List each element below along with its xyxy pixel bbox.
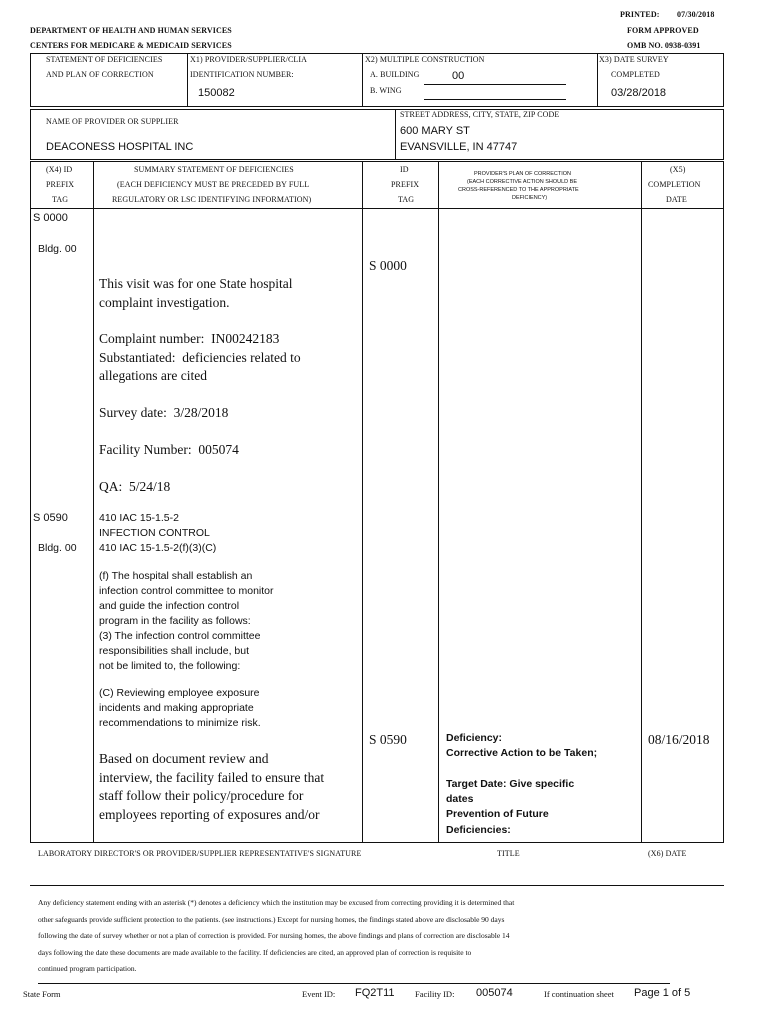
id-header-3: TAG	[398, 195, 415, 204]
city-state-zip: EVANSVILLE, IN 47747	[400, 141, 518, 153]
centers-title: CENTERS FOR MEDICARE & MEDICAID SERVICES	[30, 41, 232, 50]
x1-label-1: X1) PROVIDER/SUPPLIER/CLIA	[190, 55, 308, 64]
event-id-label: Event ID:	[302, 989, 336, 999]
disclaimer	[38, 895, 514, 978]
paragraph-f: (f) The hospital shall establish an infection control committee to monitor and guide the infection control program in the facility as follows: (3) The infection control committee responsibilities shall include, but not be limited to, the following:	[99, 570, 274, 672]
plan-header-1: PROVIDER'S PLAN OF CORRECTION	[474, 171, 572, 177]
omb-number: OMB NO. 0938-0391	[627, 41, 701, 50]
state-form-label: State Form	[23, 989, 61, 999]
x4-header-1: (X4) ID	[46, 165, 73, 174]
x4-header-3: TAG	[52, 195, 69, 204]
tag-s0590-right: S 0590	[369, 732, 407, 747]
plan-header-2: (EACH CORRECTIVE ACTION SHOULD BE	[467, 179, 578, 185]
facility-id: 005074	[476, 987, 513, 999]
street-address: 600 MARY ST	[400, 125, 470, 137]
x5-header-1: (X5)	[670, 165, 686, 174]
summary-header-3: REGULATORY OR LSC IDENTIFYING INFORMATION)	[112, 195, 312, 204]
facility-id-label: Facility ID:	[415, 989, 455, 999]
bldg-s0000: Bldg. 00	[38, 243, 77, 255]
complaint-details: Complaint number: IN00242183 Substantiated: deficiencies related to allegations are cited	[99, 331, 301, 383]
page-number: Page 1 of 5	[634, 987, 691, 999]
plan-of-correction-text: Deficiency: Corrective Action to be Taken; Target Date: Give specific dates Prevention of Future Deficiencies:	[446, 732, 598, 836]
x6-date-label: (X6) DATE	[648, 849, 687, 858]
event-id: FQ2T11	[355, 987, 395, 999]
x4-header-2: PREFIX	[46, 180, 75, 189]
finding-text: Based on document review and interview, the facility failed to ensure that staff follow their policy/procedure for employees reporting of exposures and/or	[99, 751, 325, 822]
regulation-reference: 410 IAC 15-1.5-2 INFECTION CONTROL 410 IAC 15-1.5-2(f)(3)(C)	[99, 512, 217, 554]
disclaimer-line: other safeguards provide sufficient protection to the patients. (see instructions.) Except for nursing homes, the findings stated above are disclosable 90 days	[38, 914, 505, 924]
disclaimer-line: days following the date these documents are made available to the facility. If deficiencies are cited, an approved plan of correction is requisite to	[38, 947, 472, 957]
x2-label: X2) MULTIPLE CONSTRUCTION	[365, 55, 485, 64]
plan-header-3: CROSS-REFERENCED TO THE APPROPRIATE	[458, 187, 579, 193]
x5-header-3: DATE	[666, 195, 687, 204]
bldg-s0590: Bldg. 00	[38, 542, 77, 554]
title-label: TITLE	[497, 849, 520, 858]
tag-s0000: S 0000	[33, 212, 68, 224]
x1-label-2: IDENTIFICATION NUMBER:	[190, 70, 294, 79]
printed-date: 07/30/2018	[677, 10, 715, 19]
form-approved: FORM APPROVED	[627, 26, 699, 35]
tag-s0590: S 0590	[33, 512, 68, 524]
disclaimer-line: following the date of survey whether or not a plan of correction is provided. For nursing homes, the above findings and plans of correction are disclosable 14	[38, 931, 510, 940]
address-label: STREET ADDRESS, CITY, STATE, ZIP CODE	[400, 110, 560, 119]
continuation-label: If continuation sheet	[544, 989, 614, 999]
plan-header-4: DEFICIENCY)	[512, 195, 548, 201]
survey-completed-date: 03/28/2018	[611, 87, 667, 99]
x5-header-2: COMPLETION	[648, 180, 701, 189]
qa-text: QA: 5/24/18	[99, 479, 171, 494]
building-label: A. BUILDING	[370, 70, 420, 79]
disclaimer-line: Any deficiency statement ending with an asterisk (*) denotes a deficiency which the institution may be excused from correcting providing it is determined that	[38, 898, 515, 907]
provider-name-label: NAME OF PROVIDER OR SUPPLIER	[46, 117, 179, 126]
provider-id: 150082	[198, 87, 235, 99]
disclaimer-line: continued program participation.	[38, 964, 137, 973]
summary-header-2: (EACH DEFICIENCY MUST BE PRECEDED BY FULL	[117, 180, 310, 189]
facility-number-text: Facility Number: 005074	[99, 442, 239, 457]
statement-label-2: AND PLAN OF CORRECTION	[46, 70, 154, 79]
survey-date-text: Survey date: 3/28/2018	[99, 405, 229, 420]
statement-label-1: STATEMENT OF DEFICIENCIES	[46, 55, 163, 64]
provider-name: DEACONESS HOSPITAL INC	[46, 141, 194, 153]
building-value: 00	[452, 70, 465, 82]
signature-label: LABORATORY DIRECTOR'S OR PROVIDER/SUPPLIER REPRESENTATIVE'S SIGNATURE	[38, 849, 362, 858]
summary-header-1: SUMMARY STATEMENT OF DEFICIENCIES	[134, 165, 294, 174]
paragraph-c: (C) Reviewing employee exposure incidents and making appropriate recommendations to minimize risk.	[99, 687, 261, 729]
x3-label-2: COMPLETED	[611, 70, 660, 79]
department-title: DEPARTMENT OF HEALTH AND HUMAN SERVICES	[30, 26, 232, 35]
visit-description: This visit was for one State hospital complaint investigation.	[99, 276, 293, 310]
x3-label-1: X3) DATE SURVEY	[599, 55, 669, 64]
id-header-2: PREFIX	[391, 180, 420, 189]
tag-s0000-right: S 0000	[369, 258, 407, 273]
completion-date: 08/16/2018	[648, 732, 710, 747]
id-header-1: ID	[400, 165, 409, 174]
printed-label: PRINTED:	[620, 10, 660, 19]
wing-label: B. WING	[370, 86, 402, 95]
